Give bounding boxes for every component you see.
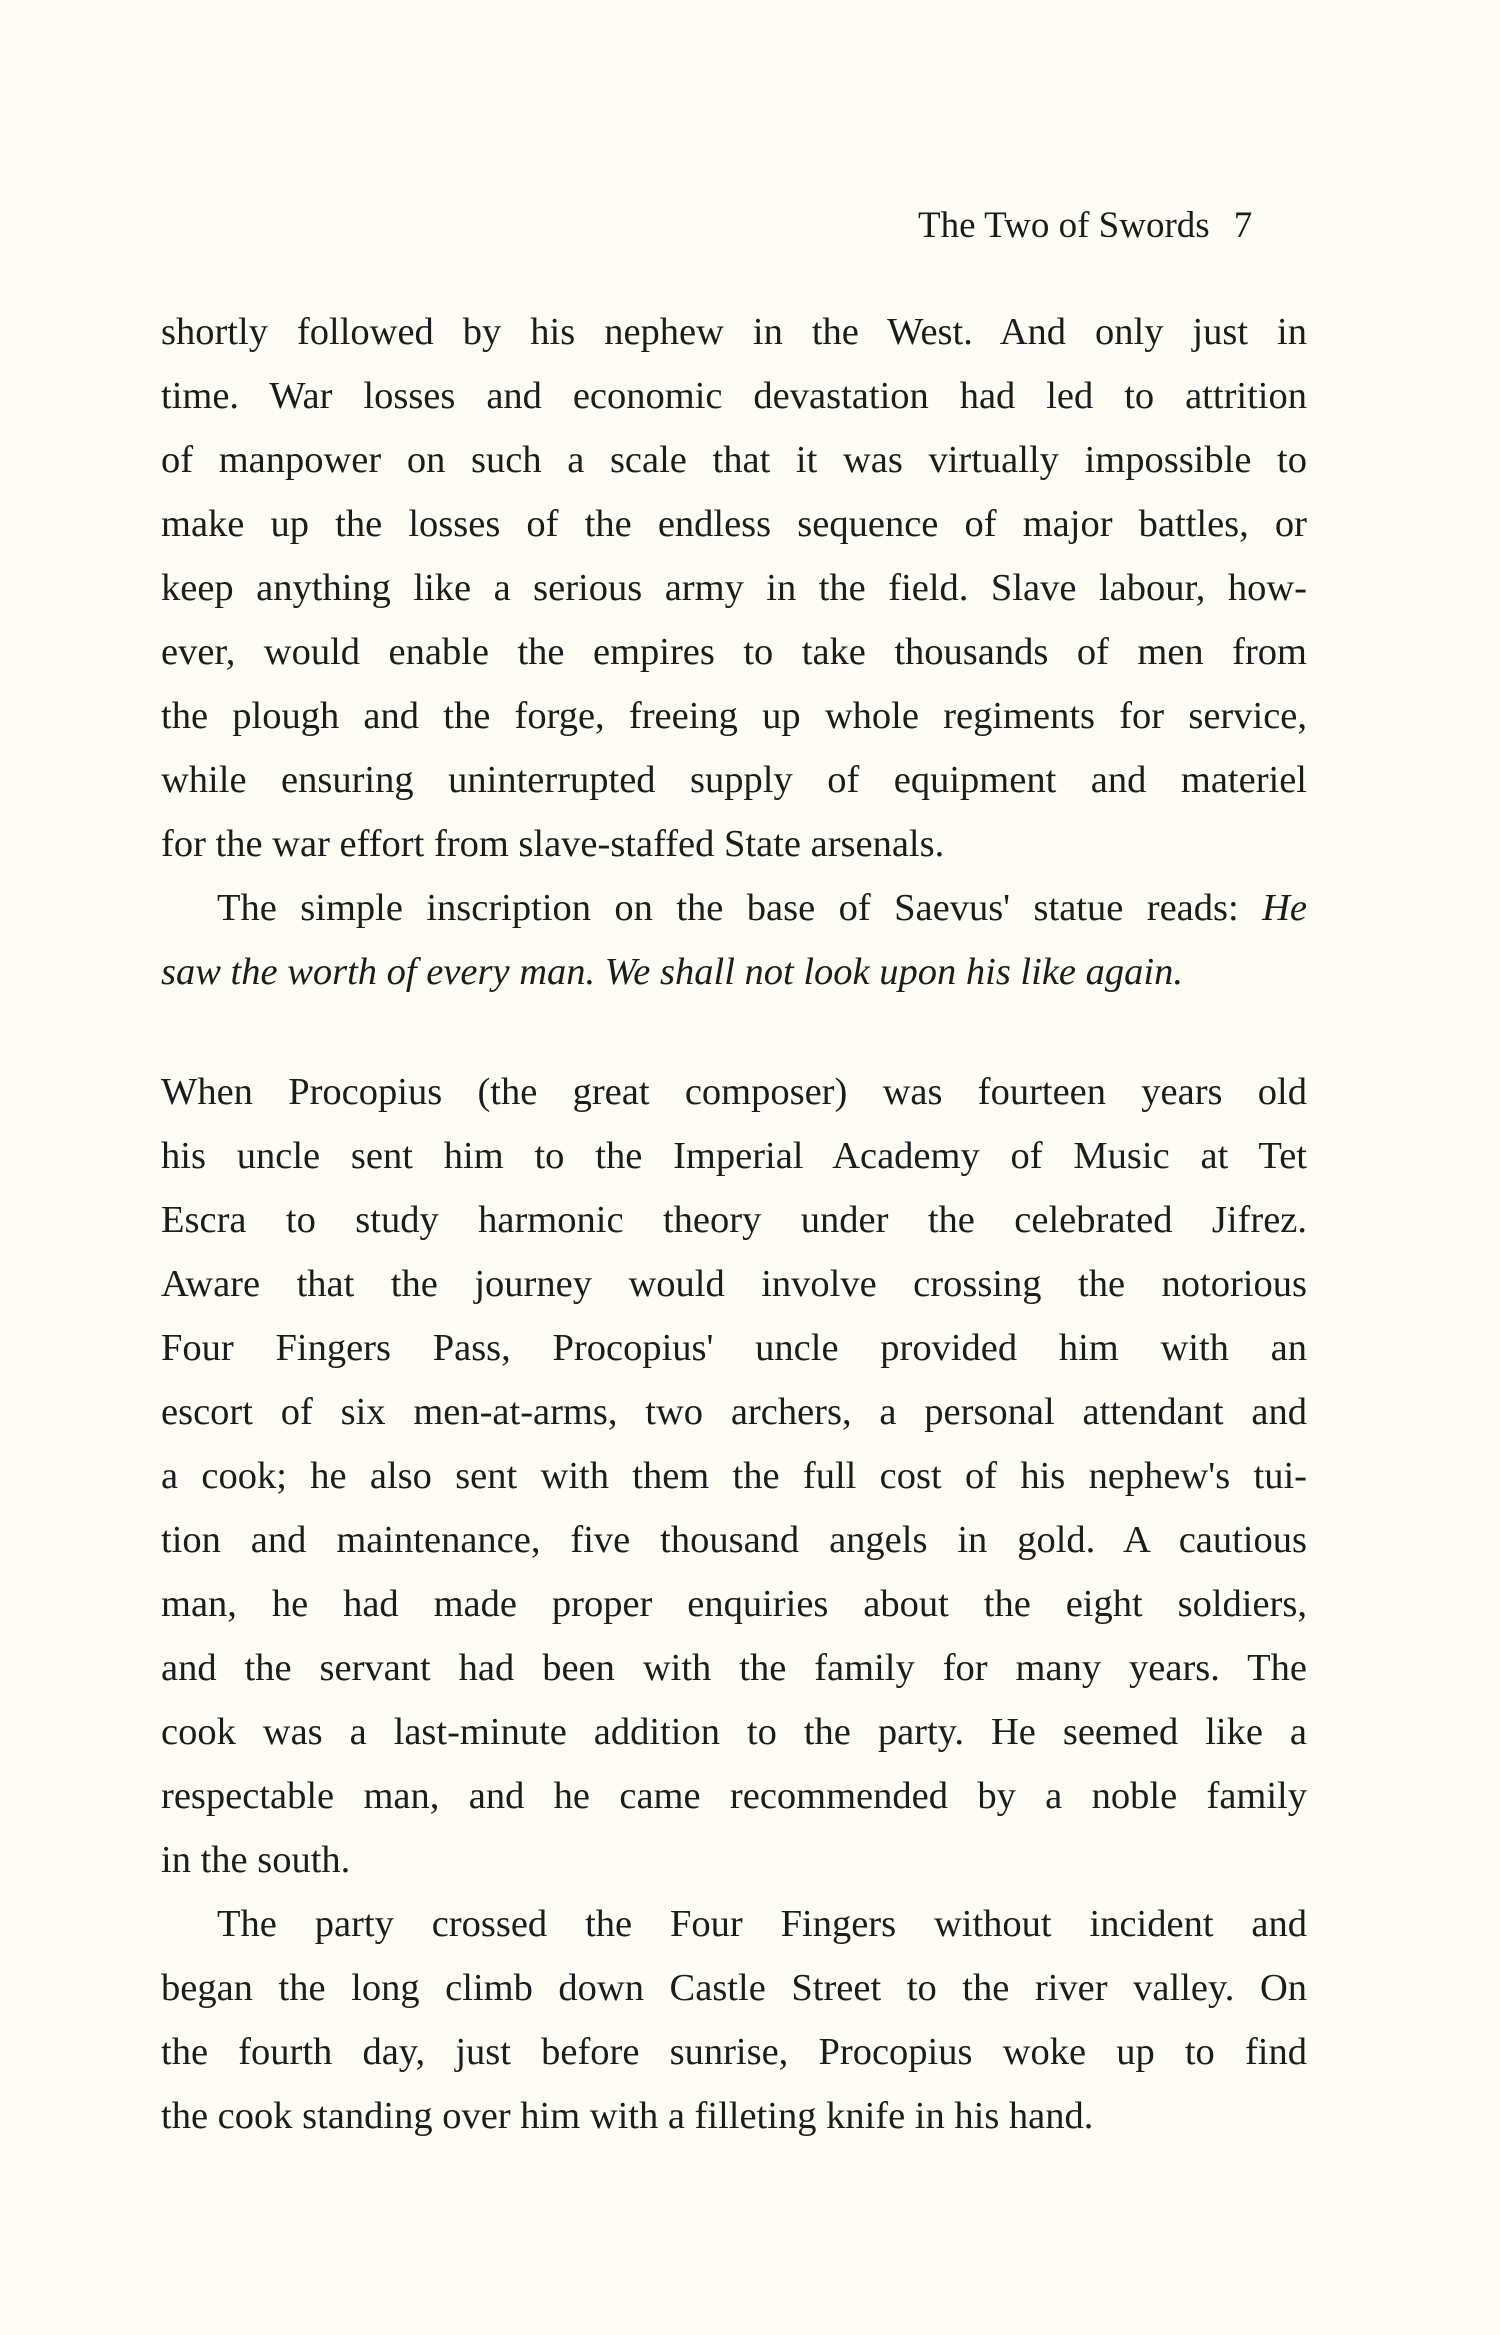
text-line: for the war effort from slave-staffed State arsenals. <box>161 823 945 865</box>
text-line: time. War losses and economic devastation had led to attrition <box>161 375 1307 417</box>
text-line: escort of six men-at-arms, two archers, a personal attendant and <box>161 1391 1307 1433</box>
text-block-top <box>161 300 1307 1004</box>
book-title: The Two of Swords <box>918 205 1210 246</box>
text-line: of manpower on such a scale that it was virtually impossible to <box>161 439 1307 481</box>
inscription-intro: The simple inscription on the base of Saevus' statue reads: <box>217 887 1263 929</box>
text-line: make up the losses of the endless sequence of major battles, or <box>161 503 1307 545</box>
paragraph <box>161 1892 1307 2148</box>
paragraph <box>161 300 1307 876</box>
text-line: Aware that the journey would involve crossing the notorious <box>161 1263 1307 1305</box>
text-line: the plough and the forge, freeing up whole regiments for service, <box>161 695 1307 737</box>
text-line: while ensuring uninterrupted supply of equipment and materiel <box>161 759 1307 801</box>
text-block-bottom <box>161 1060 1307 2148</box>
text-line: respectable man, and he came recommended by a noble family <box>161 1775 1307 1817</box>
text-line: man, he had made proper enquiries about the eight soldiers, <box>161 1583 1307 1625</box>
text-line <box>161 940 1307 1004</box>
text-line: The party crossed the Four Fingers without incident and <box>217 1903 1307 1945</box>
inscription-quote-start: He <box>1262 887 1307 929</box>
text-line: shortly followed by his nephew in the West. And only just in <box>161 311 1307 353</box>
text-line: began the long climb down Castle Street to the river valley. On <box>161 1967 1307 2009</box>
text-line: the cook standing over him with a filleting knife in his hand. <box>161 2095 1094 2137</box>
text-line: keep anything like a serious army in the field. Slave labour, how- <box>161 567 1307 609</box>
text-line: When Procopius (the great composer) was fourteen years old <box>161 1071 1307 1113</box>
text-line: the fourth day, just before sunrise, Procopius woke up to find <box>161 2031 1307 2073</box>
text-line: Escra to study harmonic theory under the celebrated Jifrez. <box>161 1199 1307 1241</box>
text-line: tion and maintenance, five thousand angels in gold. A cautious <box>161 1519 1307 1561</box>
page-number: 7 <box>1233 205 1253 246</box>
text-line: a cook; he also sent with them the full cost of his nephew's tui- <box>161 1455 1307 1497</box>
paragraph <box>161 1060 1307 1892</box>
text-line: in the south. <box>161 1839 351 1881</box>
text-line: his uncle sent him to the Imperial Academy of Music at Tet <box>161 1135 1307 1177</box>
text-line <box>161 876 1307 940</box>
text-line: cook was a last-minute addition to the party. He seemed like a <box>161 1711 1307 1753</box>
inscription-quote: saw the worth of every man. We shall not look upon his like again. <box>161 951 1183 993</box>
text-line: ever, would enable the empires to take thousands of men from <box>161 631 1307 673</box>
text-line: Four Fingers Pass, Procopius' uncle provided him with an <box>161 1327 1307 1369</box>
paragraph <box>161 876 1307 1004</box>
running-head <box>918 204 1252 248</box>
text-line: and the servant had been with the family for many years. The <box>161 1647 1307 1689</box>
